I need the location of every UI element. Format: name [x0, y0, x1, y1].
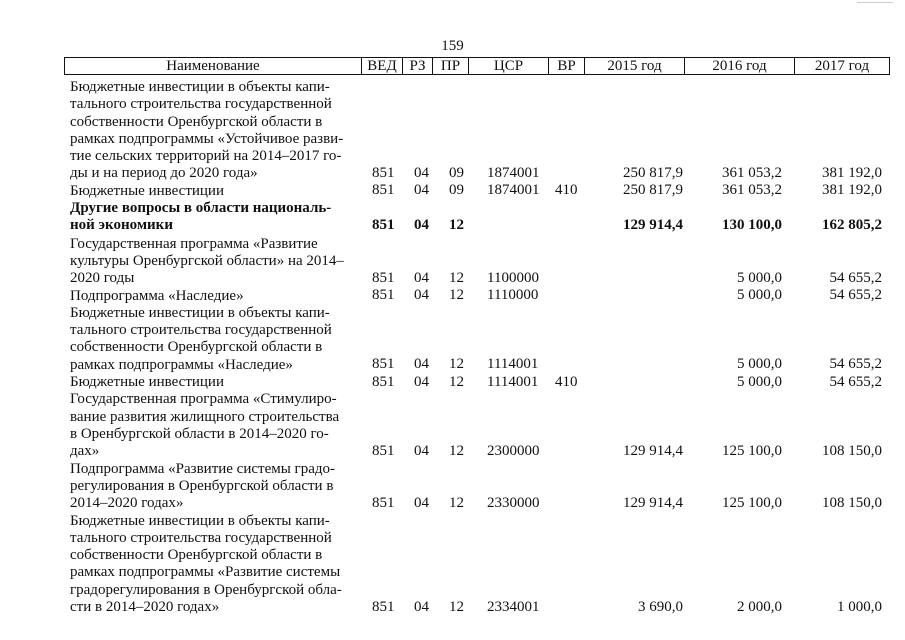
cell-csr: 1874001 [487, 165, 540, 181]
row-name: Бюджетные инвестиции в объекты капи- тального строительства государственной собственности Оренбургской области в рамках подпрограммы «Развитие системы градорегулирования в Оренбургской обла- сти в 2014–2020 годах» [70, 512, 342, 615]
header-rz: РЗ [409, 58, 426, 74]
cell-ved: 851 [372, 269, 395, 286]
cell-rz: 04 [414, 269, 429, 286]
cell-pr: 09 [449, 182, 464, 199]
cell-ved: 851 [372, 494, 395, 511]
cell-y2016: 2 000,0 [737, 598, 782, 615]
cell-y2017: 1 000,0 [837, 598, 882, 615]
cell-y2017: 54 655,2 [829, 287, 882, 304]
header-2015: 2015 год [607, 58, 662, 74]
cell-y2016: 125 100,0 [722, 494, 782, 511]
cell-ved: 851 [372, 287, 395, 304]
cell-pr: 12 [449, 598, 464, 615]
cell-y2017: 54 655,2 [829, 269, 882, 286]
cell-ved: 851 [372, 165, 395, 181]
cell-y2016: 130 100,0 [722, 216, 782, 233]
cell-y2016: 361 053,2 [722, 182, 782, 199]
row-name: Подпрограмма «Наследие» [70, 287, 244, 304]
cell-rz: 04 [414, 216, 429, 233]
cell-y2017: 381 192,0 [822, 165, 882, 181]
row-name: Государственная программа «Развитие культуры Оренбургской области» на 2014– 2020 годы [70, 235, 344, 287]
cell-y2016: 361 053,2 [722, 165, 782, 181]
cell-pr: 12 [449, 216, 464, 233]
cell-rz: 04 [414, 287, 429, 304]
cell-pr: 12 [449, 373, 464, 390]
row-name: Бюджетные инвестиции [70, 374, 224, 391]
cell-y2016: 5 000,0 [737, 269, 782, 286]
cell-y2015: 250 817,9 [623, 182, 683, 199]
header-csr: ЦСР [493, 58, 524, 74]
cell-vr: 410 [555, 373, 578, 390]
cell-y2017: 54 655,2 [829, 373, 882, 390]
header-2016: 2016 год [712, 58, 767, 74]
cell-rz: 04 [414, 442, 429, 459]
row-name: Бюджетные инвестиции [70, 182, 224, 199]
cell-pr: 12 [449, 287, 464, 304]
header-pr: ПР [440, 58, 461, 74]
cell-y2017: 381 192,0 [822, 182, 882, 199]
scan-mark [857, 2, 893, 9]
cell-csr: 1114001 [487, 356, 539, 373]
cell-csr: 1874001 [487, 182, 540, 199]
cell-pr: 12 [449, 442, 464, 459]
row-name: Подпрограмма «Развитие системы градо- регулирования в Оренбургской области в 2014–2020 годах» [70, 460, 335, 512]
cell-pr: 12 [449, 269, 464, 286]
cell-y2016: 5 000,0 [737, 356, 782, 373]
cell-pr: 09 [449, 165, 464, 181]
cell-rz: 04 [414, 494, 429, 511]
cell-ved: 851 [372, 216, 395, 233]
row-name: Бюджетные инвестиции в объекты капи- тального строительства государственной собственности Оренбургской области в рамках подпрограммы «Устойчивое разви- тие сельских территорий на 2014–2017 го- ды и на период до 2020 года» [70, 79, 344, 182]
cell-csr: 1110000 [487, 287, 539, 304]
row-name: Государственная программа «Стимулиро- вание развития жилищного строительства в Оренбургской области в 2014–2020 го- дах» [70, 391, 340, 460]
cell-ved: 851 [372, 356, 395, 373]
cell-y2017: 162 805,2 [822, 216, 882, 233]
cell-vr: 410 [555, 182, 578, 199]
cell-csr: 1100000 [487, 269, 539, 286]
cell-y2017: 108 150,0 [822, 494, 882, 511]
cell-rz: 04 [414, 356, 429, 373]
cell-csr: 2334001 [487, 598, 540, 615]
cell-pr: 12 [449, 356, 464, 373]
cell-csr: 2300000 [487, 442, 540, 459]
cell-y2017: 108 150,0 [822, 442, 882, 459]
header-2017: 2017 год [814, 58, 870, 74]
header-ved: ВЕД [367, 58, 397, 74]
cell-ved: 851 [372, 373, 395, 390]
header-name: Наименование [166, 58, 260, 74]
cell-y2015: 3 690,0 [638, 598, 683, 615]
cell-rz: 04 [414, 598, 429, 615]
header-vr: ВР [557, 58, 576, 74]
cell-rz: 04 [414, 182, 429, 199]
page-number: 159 [441, 38, 464, 54]
cell-y2015: 129 914,4 [623, 216, 683, 233]
cell-rz: 04 [414, 373, 429, 390]
row-name: Другие вопросы в области националь- ной экономики [70, 200, 332, 234]
row-name: Бюджетные инвестиции в объекты капи- тального строительства государственной собственности Оренбургской области в рамках подпрограммы «Наследие» [70, 304, 332, 373]
cell-rz: 04 [414, 165, 429, 181]
cell-y2015: 129 914,4 [623, 442, 683, 459]
cell-ved: 851 [372, 598, 395, 615]
cell-y2015: 250 817,9 [623, 165, 683, 181]
cell-y2016: 125 100,0 [722, 442, 782, 459]
cell-y2016: 5 000,0 [737, 287, 782, 304]
table-header [64, 57, 890, 75]
cell-ved: 851 [372, 182, 395, 199]
cell-csr: 1114001 [487, 373, 539, 390]
cell-y2016: 5 000,0 [737, 373, 782, 390]
cell-ved: 851 [372, 442, 395, 459]
cell-csr: 2330000 [487, 494, 540, 511]
cell-y2015: 129 914,4 [623, 494, 683, 511]
cell-pr: 12 [449, 494, 464, 511]
cell-y2017: 54 655,2 [829, 356, 882, 373]
